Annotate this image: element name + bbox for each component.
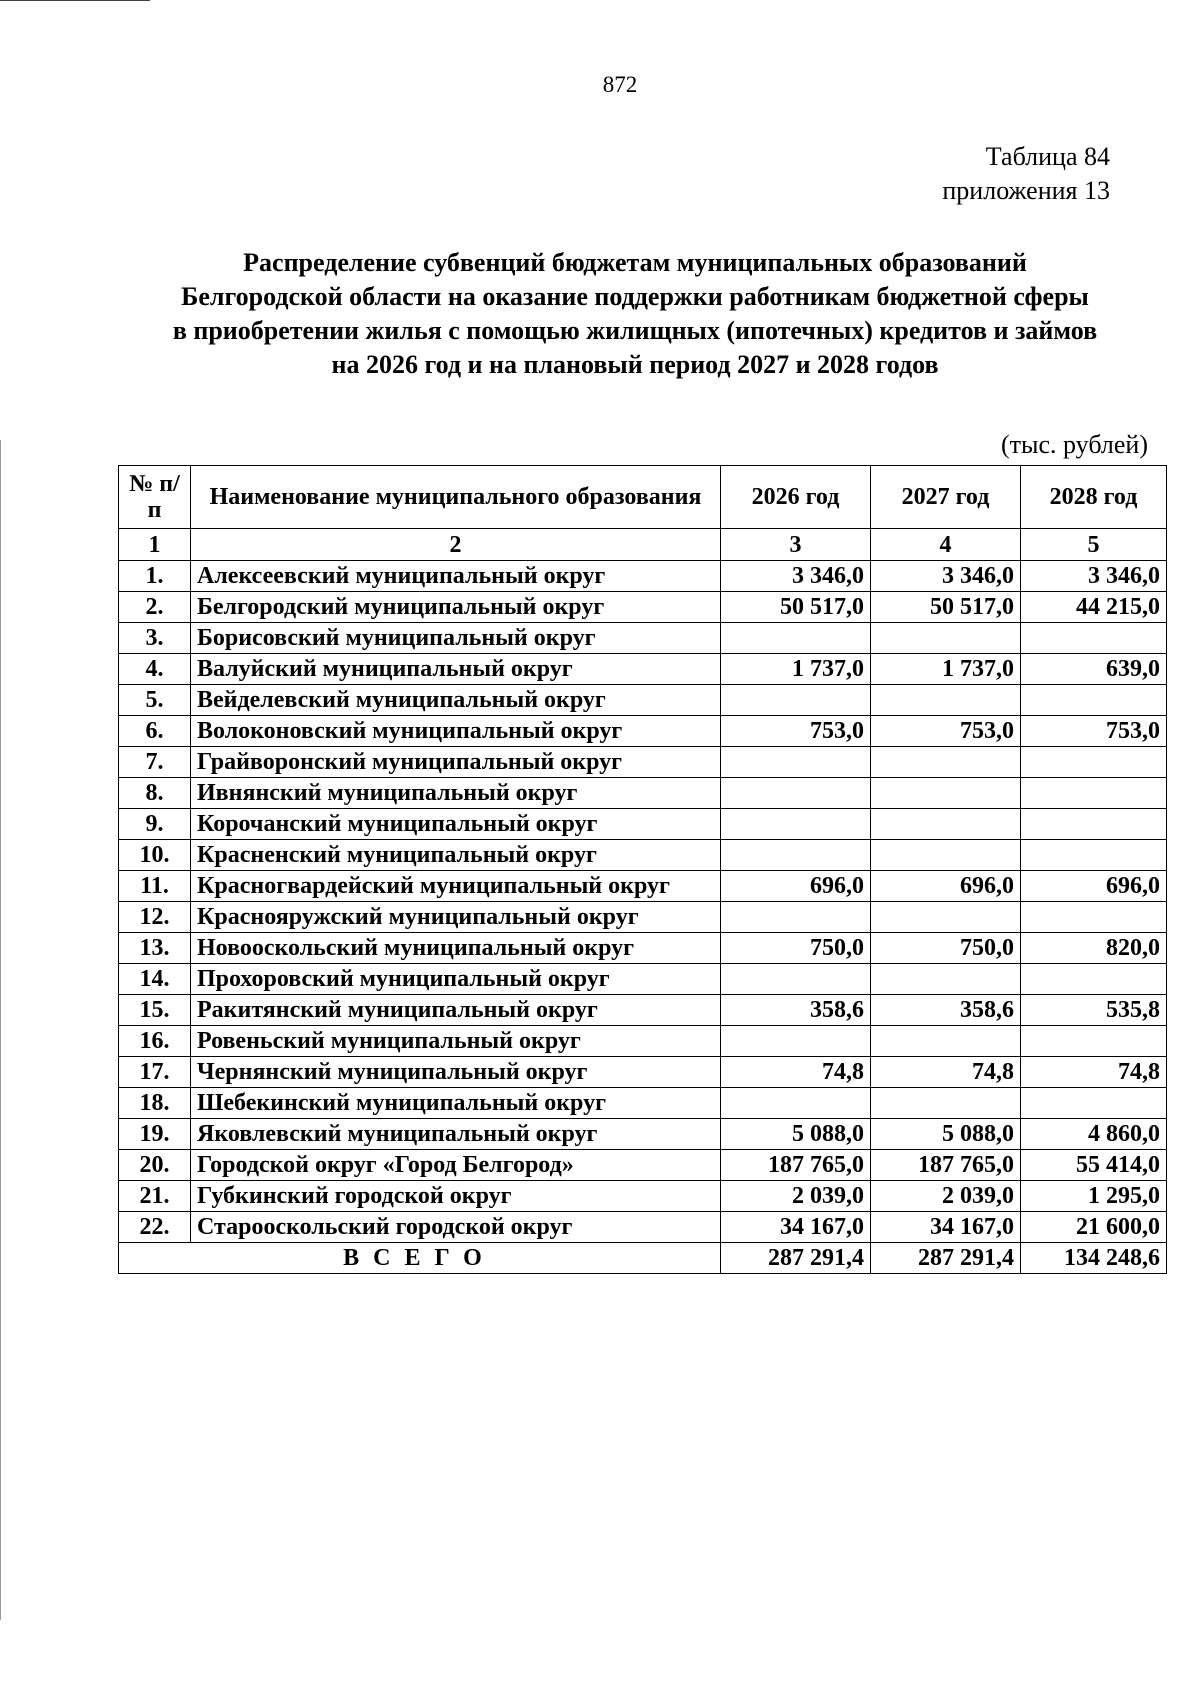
cell-num: 19. xyxy=(119,1119,191,1150)
table-row xyxy=(119,809,1167,840)
cell-2026: 750,0 xyxy=(721,933,871,964)
appendix-label: приложения 13 xyxy=(942,176,1110,205)
cell-2026 xyxy=(721,778,871,809)
cell-2028: 639,0 xyxy=(1021,654,1167,685)
cell-2027: 750,0 xyxy=(871,933,1021,964)
cell-2027 xyxy=(871,1026,1021,1057)
cell-2027: 3 346,0 xyxy=(871,561,1021,592)
cell-2026: 187 765,0 xyxy=(721,1150,871,1181)
cell-2028: 535,8 xyxy=(1021,995,1167,1026)
cell-2028: 753,0 xyxy=(1021,716,1167,747)
cell-num: 17. xyxy=(119,1057,191,1088)
table-row xyxy=(119,1212,1167,1243)
table-row xyxy=(119,592,1167,623)
cell-num: 21. xyxy=(119,1181,191,1212)
cell-2028: 820,0 xyxy=(1021,933,1167,964)
cell-name: Корочанский муниципальный округ xyxy=(191,809,721,840)
cell-2027: 34 167,0 xyxy=(871,1212,1021,1243)
cell-name: Валуйский муниципальный округ xyxy=(191,654,721,685)
table-row xyxy=(119,654,1167,685)
cell-2027 xyxy=(871,902,1021,933)
cell-name: Вейделевский муниципальный округ xyxy=(191,685,721,716)
cell-num: 11. xyxy=(119,871,191,902)
scan-edge-line xyxy=(0,440,1,1620)
cell-num: 15. xyxy=(119,995,191,1026)
cell-2027: 5 088,0 xyxy=(871,1119,1021,1150)
column-number: 1 xyxy=(119,529,191,561)
cell-2026: 34 167,0 xyxy=(721,1212,871,1243)
cell-2028 xyxy=(1021,840,1167,871)
cell-2028 xyxy=(1021,1026,1167,1057)
cell-2027 xyxy=(871,809,1021,840)
cell-num: 18. xyxy=(119,1088,191,1119)
cell-2026 xyxy=(721,747,871,778)
cell-num: 4. xyxy=(119,654,191,685)
cell-2028 xyxy=(1021,778,1167,809)
title-line: Распределение субвенций бюджетам муниципальных образований xyxy=(243,248,1027,277)
cell-2028 xyxy=(1021,902,1167,933)
cell-2028 xyxy=(1021,623,1167,654)
cell-2026 xyxy=(721,1088,871,1119)
cell-name: Новооскольский муниципальный округ xyxy=(191,933,721,964)
header-name: Наименование муниципального образования xyxy=(191,466,721,529)
table-row xyxy=(119,1088,1167,1119)
title-line: в приобретении жилья с помощью жилищных (ипотечных) кредитов и займов xyxy=(172,316,1098,345)
document-title xyxy=(110,246,1160,382)
cell-2026 xyxy=(721,623,871,654)
cell-2027: 50 517,0 xyxy=(871,592,1021,623)
cell-num: 5. xyxy=(119,685,191,716)
cell-2028: 44 215,0 xyxy=(1021,592,1167,623)
cell-2026 xyxy=(721,685,871,716)
table-row xyxy=(119,623,1167,654)
cell-2026: 2 039,0 xyxy=(721,1181,871,1212)
table-row xyxy=(119,747,1167,778)
title-line: Белгородской области на оказание поддержки работникам бюджетной сферы xyxy=(181,282,1089,311)
cell-name: Грайворонский муниципальный округ xyxy=(191,747,721,778)
table-row xyxy=(119,964,1167,995)
header-2028: 2028 год xyxy=(1021,466,1167,529)
total-2027: 287 291,4 xyxy=(871,1243,1021,1274)
cell-name: Шебекинский муниципальный округ xyxy=(191,1088,721,1119)
cell-name: Ракитянский муниципальный округ xyxy=(191,995,721,1026)
cell-2027: 74,8 xyxy=(871,1057,1021,1088)
cell-name: Городской округ «Город Белгород» xyxy=(191,1150,721,1181)
cell-name: Ровеньский муниципальный округ xyxy=(191,1026,721,1057)
cell-2027 xyxy=(871,685,1021,716)
table-row xyxy=(119,902,1167,933)
cell-2026 xyxy=(721,840,871,871)
cell-num: 9. xyxy=(119,809,191,840)
cell-name: Старооскольский городской округ xyxy=(191,1212,721,1243)
table-body xyxy=(119,561,1167,1243)
table-row xyxy=(119,1026,1167,1057)
table-row xyxy=(119,995,1167,1026)
total-row xyxy=(119,1243,1167,1274)
cell-2028 xyxy=(1021,964,1167,995)
cell-num: 16. xyxy=(119,1026,191,1057)
cell-2026: 1 737,0 xyxy=(721,654,871,685)
cell-2027 xyxy=(871,747,1021,778)
table-row xyxy=(119,933,1167,964)
scan-edge-mark xyxy=(0,0,150,1)
cell-2027 xyxy=(871,840,1021,871)
cell-num: 14. xyxy=(119,964,191,995)
cell-2027 xyxy=(871,1088,1021,1119)
cell-name: Волоконовский муниципальный округ xyxy=(191,716,721,747)
table-header-row xyxy=(119,466,1167,529)
total-2026: 287 291,4 xyxy=(721,1243,871,1274)
column-number: 5 xyxy=(1021,529,1167,561)
table-row xyxy=(119,716,1167,747)
cell-num: 13. xyxy=(119,933,191,964)
cell-2028: 21 600,0 xyxy=(1021,1212,1167,1243)
cell-2028 xyxy=(1021,809,1167,840)
cell-2028 xyxy=(1021,747,1167,778)
table-row xyxy=(119,1181,1167,1212)
cell-num: 12. xyxy=(119,902,191,933)
cell-name: Ивнянский муниципальный округ xyxy=(191,778,721,809)
cell-name: Борисовский муниципальный округ xyxy=(191,623,721,654)
cell-2026: 3 346,0 xyxy=(721,561,871,592)
cell-2026 xyxy=(721,809,871,840)
header-2026: 2026 год xyxy=(721,466,871,529)
cell-name: Алексеевский муниципальный округ xyxy=(191,561,721,592)
cell-name: Краснояружский муниципальный округ xyxy=(191,902,721,933)
page-number: 872 xyxy=(602,72,638,97)
table-row xyxy=(119,840,1167,871)
cell-2026 xyxy=(721,964,871,995)
cell-2028: 4 860,0 xyxy=(1021,1119,1167,1150)
cell-2027: 187 765,0 xyxy=(871,1150,1021,1181)
cell-num: 6. xyxy=(119,716,191,747)
cell-2026: 753,0 xyxy=(721,716,871,747)
table-row xyxy=(119,685,1167,716)
cell-num: 10. xyxy=(119,840,191,871)
cell-2028: 74,8 xyxy=(1021,1057,1167,1088)
appendix-reference xyxy=(942,140,1110,208)
cell-2026: 5 088,0 xyxy=(721,1119,871,1150)
cell-2027: 753,0 xyxy=(871,716,1021,747)
cell-2028: 696,0 xyxy=(1021,871,1167,902)
cell-2027: 696,0 xyxy=(871,871,1021,902)
cell-2027 xyxy=(871,964,1021,995)
cell-2026: 358,6 xyxy=(721,995,871,1026)
table-row xyxy=(119,1057,1167,1088)
cell-2027: 358,6 xyxy=(871,995,1021,1026)
cell-num: 3. xyxy=(119,623,191,654)
cell-2026 xyxy=(721,1026,871,1057)
cell-2028 xyxy=(1021,1088,1167,1119)
table-row xyxy=(119,871,1167,902)
subvention-table xyxy=(118,465,1167,1274)
cell-name: Губкинский городской округ xyxy=(191,1181,721,1212)
cell-num: 20. xyxy=(119,1150,191,1181)
column-number-row xyxy=(119,529,1167,561)
table-row xyxy=(119,561,1167,592)
cell-num: 8. xyxy=(119,778,191,809)
cell-num: 22. xyxy=(119,1212,191,1243)
cell-name: Чернянский муниципальный округ xyxy=(191,1057,721,1088)
total-label: ВСЕГО xyxy=(119,1243,721,1274)
cell-num: 1. xyxy=(119,561,191,592)
table-row xyxy=(119,778,1167,809)
cell-2027 xyxy=(871,623,1021,654)
cell-2028: 3 346,0 xyxy=(1021,561,1167,592)
column-number: 4 xyxy=(871,529,1021,561)
cell-2028 xyxy=(1021,685,1167,716)
table-row xyxy=(119,1150,1167,1181)
total-2028: 134 248,6 xyxy=(1021,1243,1167,1274)
header-2027: 2027 год xyxy=(871,466,1021,529)
cell-name: Красненский муниципальный округ xyxy=(191,840,721,871)
units-label: (тыс. рублей) xyxy=(1000,430,1148,459)
cell-num: 7. xyxy=(119,747,191,778)
cell-2026: 74,8 xyxy=(721,1057,871,1088)
cell-2027: 1 737,0 xyxy=(871,654,1021,685)
cell-name: Прохоровский муниципальный округ xyxy=(191,964,721,995)
table-label: Таблица 84 xyxy=(985,142,1110,171)
cell-2026: 696,0 xyxy=(721,871,871,902)
cell-name: Яковлевский муниципальный округ xyxy=(191,1119,721,1150)
cell-2026: 50 517,0 xyxy=(721,592,871,623)
cell-name: Красногвардейский муниципальный округ xyxy=(191,871,721,902)
table-row xyxy=(119,1119,1167,1150)
cell-2026 xyxy=(721,902,871,933)
cell-2027 xyxy=(871,778,1021,809)
cell-num: 2. xyxy=(119,592,191,623)
cell-2028: 55 414,0 xyxy=(1021,1150,1167,1181)
header-num: № п/п xyxy=(119,466,191,529)
cell-2027: 2 039,0 xyxy=(871,1181,1021,1212)
column-number: 2 xyxy=(191,529,721,561)
cell-2028: 1 295,0 xyxy=(1021,1181,1167,1212)
column-number: 3 xyxy=(721,529,871,561)
title-line: на 2026 год и на плановый период 2027 и 2028 годов xyxy=(331,350,939,379)
cell-name: Белгородский муниципальный округ xyxy=(191,592,721,623)
